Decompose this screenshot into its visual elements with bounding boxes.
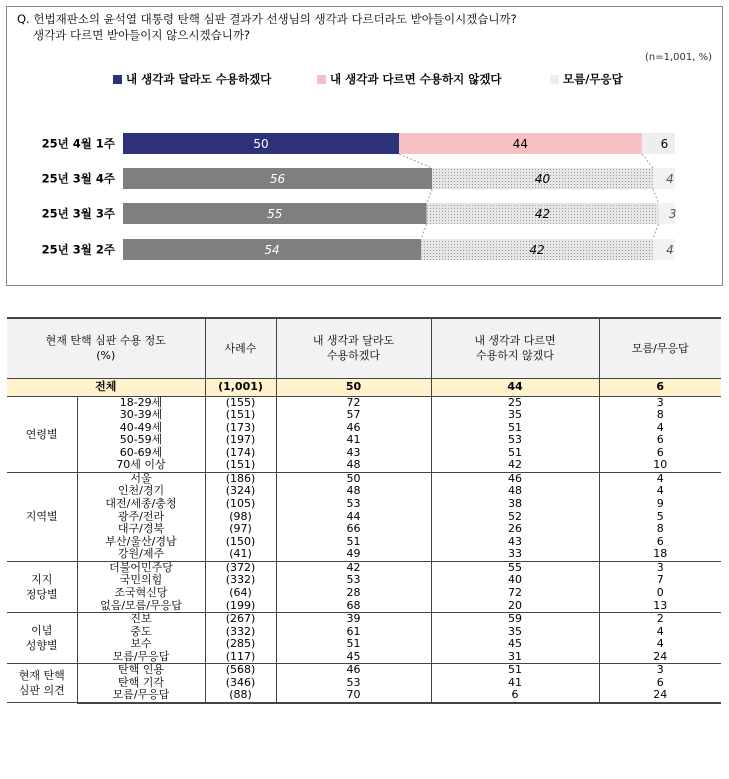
row-reject: 55: [431, 561, 599, 574]
row-unknown: 3: [599, 664, 721, 677]
row-label: 탄핵 인용: [117, 663, 164, 677]
row-label: 진보: [130, 612, 152, 626]
data-label: 6: [660, 137, 669, 151]
legend-label-reject: 내 생각과 다르면 수용하지 않겠다: [330, 72, 502, 86]
row-sample-size: (332): [205, 626, 276, 639]
table-row: [7, 422, 721, 435]
row-unknown: 8: [599, 409, 721, 422]
row-label: 18-29세: [119, 395, 163, 409]
row-unknown: 4: [599, 626, 721, 639]
connector-line: [399, 154, 432, 168]
table-row: [7, 638, 721, 651]
table-row: [7, 651, 721, 664]
connector-line: [653, 189, 659, 203]
row-label: 없음/모름/무응답: [77, 600, 205, 613]
row-label: 서울: [130, 471, 152, 485]
row-sample-size: (324): [205, 485, 276, 498]
row-sample-size: (88): [205, 689, 276, 703]
row-unknown: 6: [599, 447, 721, 460]
row-accept: 70: [276, 689, 431, 703]
row-label: 광주/전라: [117, 509, 165, 523]
row-unknown: 7: [599, 574, 721, 587]
row-accept: 51: [276, 638, 431, 651]
table-row: [7, 459, 721, 472]
row-accept: 43: [276, 447, 431, 460]
row-sample-size: (41): [205, 548, 276, 561]
row-sample-size: (186): [205, 472, 276, 485]
row-unknown: 18: [599, 548, 721, 561]
data-label: 42: [529, 243, 545, 257]
row-label: 대구/경북: [117, 522, 165, 536]
row-accept: 46: [276, 422, 431, 435]
row-sample-size: (64): [205, 587, 276, 600]
row-accept: 44: [276, 511, 431, 524]
table-row: [7, 523, 721, 536]
table-row: [7, 613, 721, 626]
row-reject: 59: [431, 613, 599, 626]
row-reject: 35: [431, 626, 599, 639]
row-accept: 66: [276, 523, 431, 536]
header-sample-size: [205, 318, 276, 378]
group-label: 현재 탄핵 심판 의견: [7, 664, 77, 703]
row-sample-size: (98): [205, 511, 276, 524]
row-sample-size: (267): [205, 613, 276, 626]
row-unknown: 0: [599, 587, 721, 600]
row-sample-size: (151): [205, 459, 276, 472]
data-label: 40: [534, 172, 551, 186]
total-n: (1,001): [205, 378, 276, 396]
table-row: [7, 472, 721, 485]
data-label: 55: [267, 207, 283, 221]
group-label: 지역별: [7, 472, 77, 561]
row-label: 대전/세종/충청: [105, 497, 177, 511]
row-label: 40-49세: [119, 420, 163, 434]
legend-label-unknown: 모름/무응답: [563, 72, 623, 86]
row-accept: 48: [276, 485, 431, 498]
total-accept: 50: [276, 378, 431, 396]
total-label: 전체: [7, 378, 205, 396]
row-reject: 20: [431, 600, 599, 613]
row-accept: 42: [276, 561, 431, 574]
row-unknown: 3: [599, 561, 721, 574]
table-row: [7, 536, 721, 549]
row-accept: 68: [276, 600, 431, 613]
table-row: [7, 561, 721, 574]
data-label: 42: [534, 207, 551, 221]
row-unknown: 4: [599, 472, 721, 485]
row-label: 부산/울산/경남: [105, 534, 177, 548]
row-unknown: 13: [599, 600, 721, 613]
header-reject-text: 내 생각과 다르면 수용하지 않겠다: [474, 334, 556, 363]
row-accept: 51: [276, 536, 431, 549]
connector-line: [642, 154, 653, 168]
table-row: [7, 409, 721, 422]
table-row-total: [7, 378, 721, 396]
table-row: [7, 511, 721, 524]
row-label: 보수: [130, 637, 152, 651]
row-reject: 46: [431, 472, 599, 485]
header-category-text: 현재 탄핵 심판 수용 정도 (%): [45, 334, 166, 363]
row-unknown: 2: [599, 613, 721, 626]
header-unknown-text: 모름/무응답: [631, 341, 689, 355]
table-row: [7, 548, 721, 561]
row-unknown: 6: [599, 536, 721, 549]
row-sample-size: (97): [205, 523, 276, 536]
row-reject: 42: [431, 459, 599, 472]
legend-label-accept: 내 생각과 달라도 수용하겠다: [126, 72, 272, 86]
chart-panel: [6, 6, 723, 286]
row-sample-size: (346): [205, 677, 276, 690]
row-unknown: 4: [599, 638, 721, 651]
table-row: [7, 447, 721, 460]
row-sample-size: (151): [205, 409, 276, 422]
connector-line: [421, 224, 427, 239]
row-accept: 45: [276, 651, 431, 664]
row-accept: 53: [276, 574, 431, 587]
bar-segment: [642, 133, 675, 154]
row-label: 모름/무응답: [77, 689, 205, 703]
row-sample-size: (285): [205, 638, 276, 651]
row-label: 30-39세: [119, 408, 163, 422]
data-label: 4: [666, 243, 674, 257]
table-row: [7, 498, 721, 511]
row-label: 중도: [130, 624, 152, 638]
table-row: [7, 587, 721, 600]
row-unknown: 6: [599, 677, 721, 690]
header-category: [7, 318, 205, 378]
data-label: 44: [512, 137, 529, 151]
row-reject: 35: [431, 409, 599, 422]
row-reject: 51: [431, 422, 599, 435]
row-label: 인천/경기: [117, 484, 165, 498]
sample-note: (n=1,001, %): [644, 52, 712, 63]
table-row: [7, 689, 721, 703]
question-line-1: Q. 헌법재판소의 윤석열 대통령 탄핵 심판 결과가 선생님의 생각과 다르더라도 받아들이시겠습니까?: [17, 12, 517, 26]
row-sample-size: (568): [205, 664, 276, 677]
row-label: 조국혁신당: [114, 585, 168, 599]
header-unknown: [599, 318, 721, 378]
row-accept: 53: [276, 498, 431, 511]
header-reject: [431, 318, 599, 378]
row-sample-size: (150): [205, 536, 276, 549]
row-label: 국민의힘: [119, 573, 163, 587]
row-label: 강원/제주: [77, 548, 205, 561]
row-reject: 52: [431, 511, 599, 524]
row-unknown: 4: [599, 422, 721, 435]
row-reject: 45: [431, 638, 599, 651]
row-sample-size: (197): [205, 434, 276, 447]
row-reject: 26: [431, 523, 599, 536]
data-label: 54: [264, 243, 280, 257]
row-label: 50-59세: [119, 433, 163, 447]
data-label: 56: [269, 172, 286, 186]
row-reject: 6: [431, 689, 599, 703]
row-sample-size: (105): [205, 498, 276, 511]
row-unknown: 10: [599, 459, 721, 472]
row-sample-size: (199): [205, 600, 276, 613]
crosstab-table: [7, 317, 721, 704]
row-label: 70세 이상: [77, 459, 205, 472]
header-accept: [276, 318, 431, 378]
row-unknown: 24: [599, 689, 721, 703]
row-accept: 41: [276, 434, 431, 447]
category-label: 25년 3월 2주: [41, 242, 115, 257]
group-label: 연령별: [7, 396, 77, 472]
row-reject: 51: [431, 447, 599, 460]
table-header-row: [7, 318, 721, 378]
row-accept: 61: [276, 626, 431, 639]
row-label: 탄핵 기각: [117, 675, 164, 689]
total-reject: 44: [431, 378, 599, 396]
row-sample-size: (332): [205, 574, 276, 587]
row-unknown: 9: [599, 498, 721, 511]
row-accept: 57: [276, 409, 431, 422]
group-label: 이념 성향별: [7, 613, 77, 664]
row-accept: 46: [276, 664, 431, 677]
connector-line: [427, 189, 433, 203]
category-label: 25년 4월 1주: [41, 136, 115, 151]
row-accept: 48: [276, 459, 431, 472]
row-accept: 53: [276, 677, 431, 690]
row-unknown: 8: [599, 523, 721, 536]
row-reject: 25: [431, 396, 599, 409]
row-reject: 72: [431, 587, 599, 600]
row-unknown: 4: [599, 485, 721, 498]
category-label: 25년 3월 3주: [41, 206, 115, 221]
table-row: [7, 626, 721, 639]
category-label: 25년 3월 4주: [41, 171, 115, 186]
group-label: 지지 정당별: [7, 561, 77, 612]
row-reject: 41: [431, 677, 599, 690]
bar-chart: [7, 7, 724, 287]
row-accept: 49: [276, 548, 431, 561]
data-label: 50: [253, 137, 269, 151]
table-row: [7, 664, 721, 677]
row-reject: 51: [431, 664, 599, 677]
row-sample-size: (174): [205, 447, 276, 460]
row-accept: 39: [276, 613, 431, 626]
row-unknown: 6: [599, 434, 721, 447]
row-sample-size: (173): [205, 422, 276, 435]
row-unknown: 3: [599, 396, 721, 409]
row-accept: 50: [276, 472, 431, 485]
row-reject: 31: [431, 651, 599, 664]
row-reject: 38: [431, 498, 599, 511]
table-row: [7, 600, 721, 613]
table-row: [7, 434, 721, 447]
row-reject: 40: [431, 574, 599, 587]
header-sample-size-text: 사례수: [224, 341, 257, 355]
row-accept: 28: [276, 587, 431, 600]
row-unknown: 24: [599, 651, 721, 664]
connector-line: [653, 224, 659, 239]
row-label: 60-69세: [119, 445, 163, 459]
row-label: 모름/무응답: [77, 651, 205, 664]
row-sample-size: (155): [205, 396, 276, 409]
data-label: 3: [668, 207, 677, 221]
row-reject: 48: [431, 485, 599, 498]
question-line-2: 생각과 다르면 받아들이지 않으시겠습니까?: [33, 28, 251, 42]
total-unknown: 6: [599, 378, 721, 396]
header-accept-text: 내 생각과 달라도 수용하겠다: [312, 334, 395, 363]
row-sample-size: (372): [205, 561, 276, 574]
row-label: 더불어민주당: [109, 560, 173, 574]
row-unknown: 5: [599, 511, 721, 524]
row-reject: 53: [431, 434, 599, 447]
row-reject: 33: [431, 548, 599, 561]
row-accept: 72: [276, 396, 431, 409]
data-label: 4: [666, 172, 674, 186]
row-reject: 43: [431, 536, 599, 549]
row-sample-size: (117): [205, 651, 276, 664]
table-row: [7, 396, 721, 409]
